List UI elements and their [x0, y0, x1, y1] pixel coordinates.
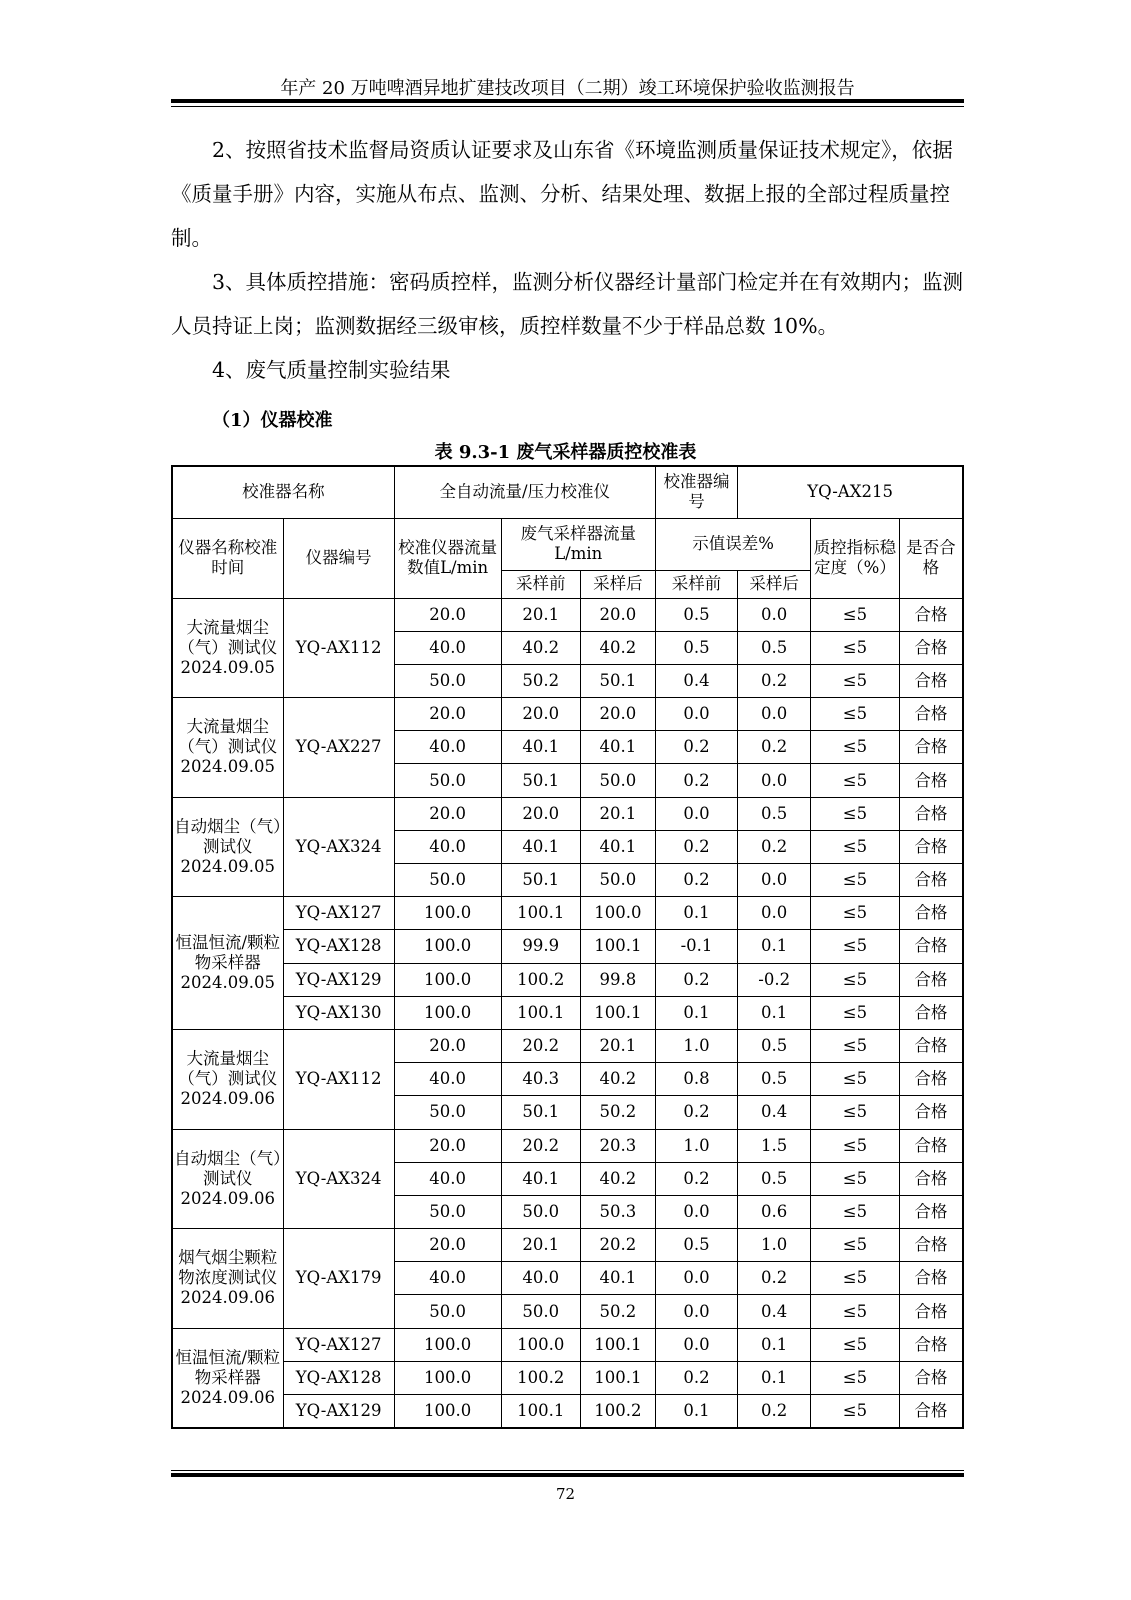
cell-std: ≤5 [811, 1395, 899, 1428]
cell-after: 50.1 [580, 664, 655, 697]
instrument-name: 恒温恒流/颗粒物采样器 [175, 933, 281, 973]
cell-err-after: 0.5 [738, 1162, 811, 1195]
table-row [172, 698, 963, 731]
cell-err-after: 1.0 [738, 1229, 811, 1262]
cell-err-after: 0.0 [738, 698, 811, 731]
cell-err-after: 0.1 [738, 1361, 811, 1394]
cell-err-after: 0.6 [738, 1195, 811, 1228]
cell-err-after: 0.5 [738, 1063, 811, 1096]
cell-err-before: 0.0 [655, 1295, 737, 1328]
cell-err-after: 0.0 [738, 598, 811, 631]
table-row [172, 963, 963, 996]
cell-before: 20.0 [501, 797, 580, 830]
cell-before: 50.1 [501, 1096, 580, 1129]
cell-err-before: 0.0 [655, 797, 737, 830]
cell-cal: 40.0 [394, 1162, 501, 1195]
instrument-name-date [172, 897, 283, 1030]
cell-after: 40.1 [580, 731, 655, 764]
cell-cal: 50.0 [394, 1195, 501, 1228]
cell-err-after: 0.0 [738, 864, 811, 897]
cell-pass: 合格 [899, 797, 963, 830]
cell-err-after: 0.5 [738, 631, 811, 664]
instrument-name-date [172, 698, 283, 798]
cell-err-before: 0.1 [655, 897, 737, 930]
cell-std: ≤5 [811, 1361, 899, 1394]
instrument-name: 大流量烟尘（气）测试仪 [178, 1049, 278, 1089]
cell-cal: 20.0 [394, 698, 501, 731]
cell-before: 100.1 [501, 1395, 580, 1428]
cell-cal: 100.0 [394, 930, 501, 963]
cell-after: 99.8 [580, 963, 655, 996]
cell-std: ≤5 [811, 1129, 899, 1162]
cell-after: 50.2 [580, 1096, 655, 1129]
cell-pass: 合格 [899, 1096, 963, 1129]
cell-std: ≤5 [811, 930, 899, 963]
cell-std: ≤5 [811, 1229, 899, 1262]
cell-err-before: 0.5 [655, 1229, 737, 1262]
cell-cal: 50.0 [394, 1295, 501, 1328]
calibration-date: 2024.09.05 [180, 657, 276, 677]
cell-before: 100.2 [501, 963, 580, 996]
subheading-instrument-calibration: （1）仪器校准 [212, 410, 333, 431]
instrument-name-date [172, 1328, 283, 1428]
page-number: 72 [555, 1485, 576, 1503]
cell-before: 40.1 [501, 1162, 580, 1195]
cell-cal: 100.0 [394, 1361, 501, 1394]
cell-err-after: 0.2 [738, 830, 811, 863]
cell-after: 100.2 [580, 1395, 655, 1428]
cell-pass: 合格 [899, 897, 963, 930]
cell-err-before: 0.2 [655, 1162, 737, 1195]
cell-after: 40.1 [580, 1262, 655, 1295]
cell-err-before: 0.8 [655, 1063, 737, 1096]
calibration-date: 2024.09.06 [180, 1188, 276, 1208]
table-row [172, 1029, 963, 1062]
header-flow-before: 采样前 [501, 570, 580, 598]
cell-after: 40.1 [580, 830, 655, 863]
cell-cal: 40.0 [394, 1063, 501, 1096]
cell-before: 50.0 [501, 1295, 580, 1328]
cell-cal: 100.0 [394, 1328, 501, 1361]
cell-pass: 合格 [899, 1262, 963, 1295]
instrument-name-date [172, 1129, 283, 1229]
cell-std: ≤5 [811, 1096, 899, 1129]
cell-err-before: 0.2 [655, 1096, 737, 1129]
cell-before: 100.1 [501, 897, 580, 930]
calibration-date: 2024.09.05 [180, 757, 276, 777]
cell-after: 50.2 [580, 1295, 655, 1328]
cell-std: ≤5 [811, 996, 899, 1029]
cell-after: 20.0 [580, 698, 655, 731]
cell-err-after: 0.2 [738, 1262, 811, 1295]
header-calibrator-flow: 校准仪器流量数值L/min [394, 518, 501, 598]
cell-after: 50.3 [580, 1195, 655, 1228]
header-error: 示值误差% [655, 518, 810, 570]
cell-pass: 合格 [899, 1295, 963, 1328]
cell-err-after: 0.0 [738, 897, 811, 930]
calibration-date: 2024.09.05 [180, 973, 276, 993]
cell-pass: 合格 [899, 963, 963, 996]
table-row [172, 1229, 963, 1262]
header-flow-after: 采样后 [580, 570, 655, 598]
cell-before: 20.1 [501, 598, 580, 631]
cell-std: ≤5 [811, 1195, 899, 1228]
cell-before: 40.0 [501, 1262, 580, 1295]
paragraph-quality-control: 2、按照省技术监督局资质认证要求及山东省《环境监测质量保证技术规定》，依据《质量手册》内容，实施从布点、监测、分析、结果处理、数据上报的全部过程质量控制。 [171, 138, 953, 250]
instrument-name-date [172, 1029, 283, 1129]
cell-err-before: 0.4 [655, 664, 737, 697]
cell-std: ≤5 [811, 897, 899, 930]
cell-pass: 合格 [899, 731, 963, 764]
cell-std: ≤5 [811, 1262, 899, 1295]
cell-after: 20.0 [580, 598, 655, 631]
cell-after: 40.2 [580, 631, 655, 664]
table-row [172, 797, 963, 830]
cell-std: ≤5 [811, 731, 899, 764]
table-row [172, 996, 963, 1029]
cell-cal: 20.0 [394, 1229, 501, 1262]
instrument-id: YQ-AX112 [283, 598, 394, 698]
cell-before: 20.2 [501, 1029, 580, 1062]
cell-before: 50.1 [501, 864, 580, 897]
cell-after: 100.1 [580, 1328, 655, 1361]
cell-pass: 合格 [899, 1029, 963, 1062]
cell-pass: 合格 [899, 698, 963, 731]
cell-after: 100.1 [580, 930, 655, 963]
instrument-id: YQ-AX324 [283, 1129, 394, 1229]
cell-pass: 合格 [899, 830, 963, 863]
paragraph-exhaust-qc-results: 4、废气质量控制实验结果 [212, 358, 451, 382]
cell-err-before: 0.2 [655, 764, 737, 797]
cell-err-after: 0.1 [738, 1328, 811, 1361]
cell-std: ≤5 [811, 631, 899, 664]
cell-err-after: 0.4 [738, 1295, 811, 1328]
cell-before: 40.3 [501, 1063, 580, 1096]
cell-before: 20.2 [501, 1129, 580, 1162]
cell-std: ≤5 [811, 797, 899, 830]
cell-after: 100.1 [580, 1361, 655, 1394]
cell-err-before: 0.5 [655, 598, 737, 631]
cell-err-before: 0.5 [655, 631, 737, 664]
footer-rule-thin [171, 1470, 964, 1471]
cell-before: 99.9 [501, 930, 580, 963]
cell-std: ≤5 [811, 1029, 899, 1062]
table-row [172, 1361, 963, 1394]
table-caption: 表 9.3-1 废气采样器质控校准表 [434, 442, 697, 463]
calibration-table [171, 465, 964, 1429]
cell-before: 50.2 [501, 664, 580, 697]
instrument-id: YQ-AX129 [283, 963, 394, 996]
cell-pass: 合格 [899, 1395, 963, 1428]
cell-pass: 合格 [899, 1195, 963, 1228]
instrument-id: YQ-AX127 [283, 897, 394, 930]
cell-err-before: 0.0 [655, 1262, 737, 1295]
instrument-id: YQ-AX128 [283, 1361, 394, 1394]
cell-cal: 40.0 [394, 1262, 501, 1295]
cell-cal: 20.0 [394, 1129, 501, 1162]
instrument-id: YQ-AX128 [283, 930, 394, 963]
cell-std: ≤5 [811, 698, 899, 731]
calibration-date: 2024.09.05 [180, 856, 276, 876]
cell-before: 20.0 [501, 698, 580, 731]
cell-err-after: 0.4 [738, 1096, 811, 1129]
cell-cal: 20.0 [394, 1029, 501, 1062]
cell-cal: 50.0 [394, 864, 501, 897]
cell-after: 50.0 [580, 764, 655, 797]
footer-rule-thick [171, 1473, 964, 1477]
cell-after: 100.1 [580, 996, 655, 1029]
table-row [172, 1328, 963, 1361]
cell-cal: 50.0 [394, 664, 501, 697]
header-sampler-flow: 废气采样器流量L/min [501, 518, 655, 570]
cell-after: 20.1 [580, 797, 655, 830]
cell-err-after: 0.2 [738, 731, 811, 764]
cell-err-before: 1.0 [655, 1129, 737, 1162]
cell-err-before: 0.2 [655, 864, 737, 897]
cell-err-before: -0.1 [655, 930, 737, 963]
cell-pass: 合格 [899, 1162, 963, 1195]
cell-pass: 合格 [899, 631, 963, 664]
cell-std: ≤5 [811, 764, 899, 797]
cell-std: ≤5 [811, 598, 899, 631]
cell-after: 40.2 [580, 1162, 655, 1195]
cell-std: ≤5 [811, 864, 899, 897]
instrument-id: YQ-AX324 [283, 797, 394, 897]
cell-cal: 50.0 [394, 1096, 501, 1129]
cell-err-before: 0.2 [655, 1361, 737, 1394]
cell-pass: 合格 [899, 1361, 963, 1394]
cell-cal: 40.0 [394, 631, 501, 664]
table-row [172, 598, 963, 631]
calibrator-name: 全自动流量/压力校准仪 [394, 466, 655, 518]
cell-pass: 合格 [899, 1063, 963, 1096]
header-rule-thick [171, 99, 964, 103]
cell-err-after: 0.5 [738, 1029, 811, 1062]
cell-pass: 合格 [899, 930, 963, 963]
cell-std: ≤5 [811, 963, 899, 996]
instrument-id: YQ-AX112 [283, 1029, 394, 1129]
cell-cal: 40.0 [394, 830, 501, 863]
cell-cal: 100.0 [394, 996, 501, 1029]
header-error-before: 采样前 [655, 570, 737, 598]
header-name-time: 仪器名称校准时间 [172, 518, 283, 598]
cell-after: 20.1 [580, 1029, 655, 1062]
cell-before: 50.1 [501, 764, 580, 797]
cell-pass: 合格 [899, 864, 963, 897]
cell-before: 100.1 [501, 996, 580, 1029]
calibrator-no-label: 校准器编号 [655, 466, 737, 518]
cell-err-before: 1.0 [655, 1029, 737, 1062]
instrument-name: 恒温恒流/颗粒物采样器 [175, 1347, 281, 1387]
cell-before: 100.0 [501, 1328, 580, 1361]
instrument-name: 大流量烟尘（气）测试仪 [178, 717, 278, 757]
cell-pass: 合格 [899, 1129, 963, 1162]
cell-err-before: 0.2 [655, 963, 737, 996]
cell-std: ≤5 [811, 664, 899, 697]
instrument-id: YQ-AX130 [283, 996, 394, 1029]
calibration-date: 2024.09.06 [180, 1387, 276, 1407]
page-header: 年产 20 万吨啤酒异地扩建技改项目（二期）竣工环境保护验收监测报告 [280, 78, 855, 99]
header-stability: 质控指标稳定度（%） [811, 518, 899, 598]
cell-after: 100.0 [580, 897, 655, 930]
cell-pass: 合格 [899, 598, 963, 631]
cell-err-after: -0.2 [738, 963, 811, 996]
instrument-name: 大流量烟尘（气）测试仪 [178, 617, 278, 657]
instrument-name: 自动烟尘（气）测试仪 [174, 1148, 282, 1188]
cell-std: ≤5 [811, 1162, 899, 1195]
cell-after: 40.2 [580, 1063, 655, 1096]
paragraph-qc-measures: 3、具体质控措施：密码质控样，监测分析仪器经计量部门检定并在有效期内；监测人员持证上岗；监测数据经三级审核，质控样数量不少于样品总数 10%。 [171, 270, 964, 338]
instrument-name: 烟气烟尘颗粒物浓度测试仪 [178, 1248, 278, 1288]
cell-before: 40.1 [501, 731, 580, 764]
cell-err-after: 0.5 [738, 797, 811, 830]
cell-err-before: 0.1 [655, 996, 737, 1029]
cell-pass: 合格 [899, 764, 963, 797]
cell-after: 20.2 [580, 1229, 655, 1262]
cell-pass: 合格 [899, 1328, 963, 1361]
table-row [172, 1129, 963, 1162]
cell-err-before: 0.0 [655, 1328, 737, 1361]
cell-std: ≤5 [811, 830, 899, 863]
calibrator-no: YQ-AX215 [738, 466, 963, 518]
header-row-1 [172, 518, 963, 570]
instrument-name-date [172, 1229, 283, 1329]
cell-cal: 50.0 [394, 764, 501, 797]
instrument-name: 自动烟尘（气）测试仪 [174, 816, 282, 856]
cell-err-before: 0.2 [655, 731, 737, 764]
cell-cal: 20.0 [394, 598, 501, 631]
cell-cal: 100.0 [394, 1395, 501, 1428]
instrument-id: YQ-AX127 [283, 1328, 394, 1361]
cell-cal: 40.0 [394, 731, 501, 764]
table-row [172, 930, 963, 963]
instrument-id: YQ-AX227 [283, 698, 394, 798]
cell-err-after: 1.5 [738, 1129, 811, 1162]
cell-before: 40.1 [501, 830, 580, 863]
cell-pass: 合格 [899, 1229, 963, 1262]
header-error-after: 采样后 [738, 570, 811, 598]
cell-cal: 20.0 [394, 797, 501, 830]
cell-before: 20.1 [501, 1229, 580, 1262]
calibration-date: 2024.09.06 [180, 1288, 276, 1308]
calibrator-row [172, 466, 963, 518]
cell-before: 100.2 [501, 1361, 580, 1394]
cell-err-after: 0.2 [738, 664, 811, 697]
instrument-id: YQ-AX179 [283, 1229, 394, 1329]
table-row [172, 897, 963, 930]
cell-err-before: 0.1 [655, 1395, 737, 1428]
cell-err-after: 0.2 [738, 1395, 811, 1428]
instrument-name-date [172, 797, 283, 897]
header-rule-thin [171, 106, 964, 107]
header-pass: 是否合格 [899, 518, 963, 598]
instrument-name-date [172, 598, 283, 698]
header-instrument-no: 仪器编号 [283, 518, 394, 598]
cell-before: 40.2 [501, 631, 580, 664]
cell-std: ≤5 [811, 1295, 899, 1328]
cell-err-before: 0.0 [655, 698, 737, 731]
table-row [172, 1395, 963, 1428]
cell-cal: 100.0 [394, 963, 501, 996]
cell-err-before: 0.0 [655, 1195, 737, 1228]
calibrator-label: 校准器名称 [172, 466, 394, 518]
calibration-date: 2024.09.06 [180, 1089, 276, 1109]
cell-after: 50.0 [580, 864, 655, 897]
cell-err-after: 0.0 [738, 764, 811, 797]
cell-std: ≤5 [811, 1328, 899, 1361]
cell-err-before: 0.2 [655, 830, 737, 863]
cell-pass: 合格 [899, 996, 963, 1029]
cell-after: 20.3 [580, 1129, 655, 1162]
cell-before: 50.0 [501, 1195, 580, 1228]
cell-pass: 合格 [899, 664, 963, 697]
cell-std: ≤5 [811, 1063, 899, 1096]
cell-err-after: 0.1 [738, 930, 811, 963]
cell-err-after: 0.1 [738, 996, 811, 1029]
instrument-id: YQ-AX129 [283, 1395, 394, 1428]
cell-cal: 100.0 [394, 897, 501, 930]
